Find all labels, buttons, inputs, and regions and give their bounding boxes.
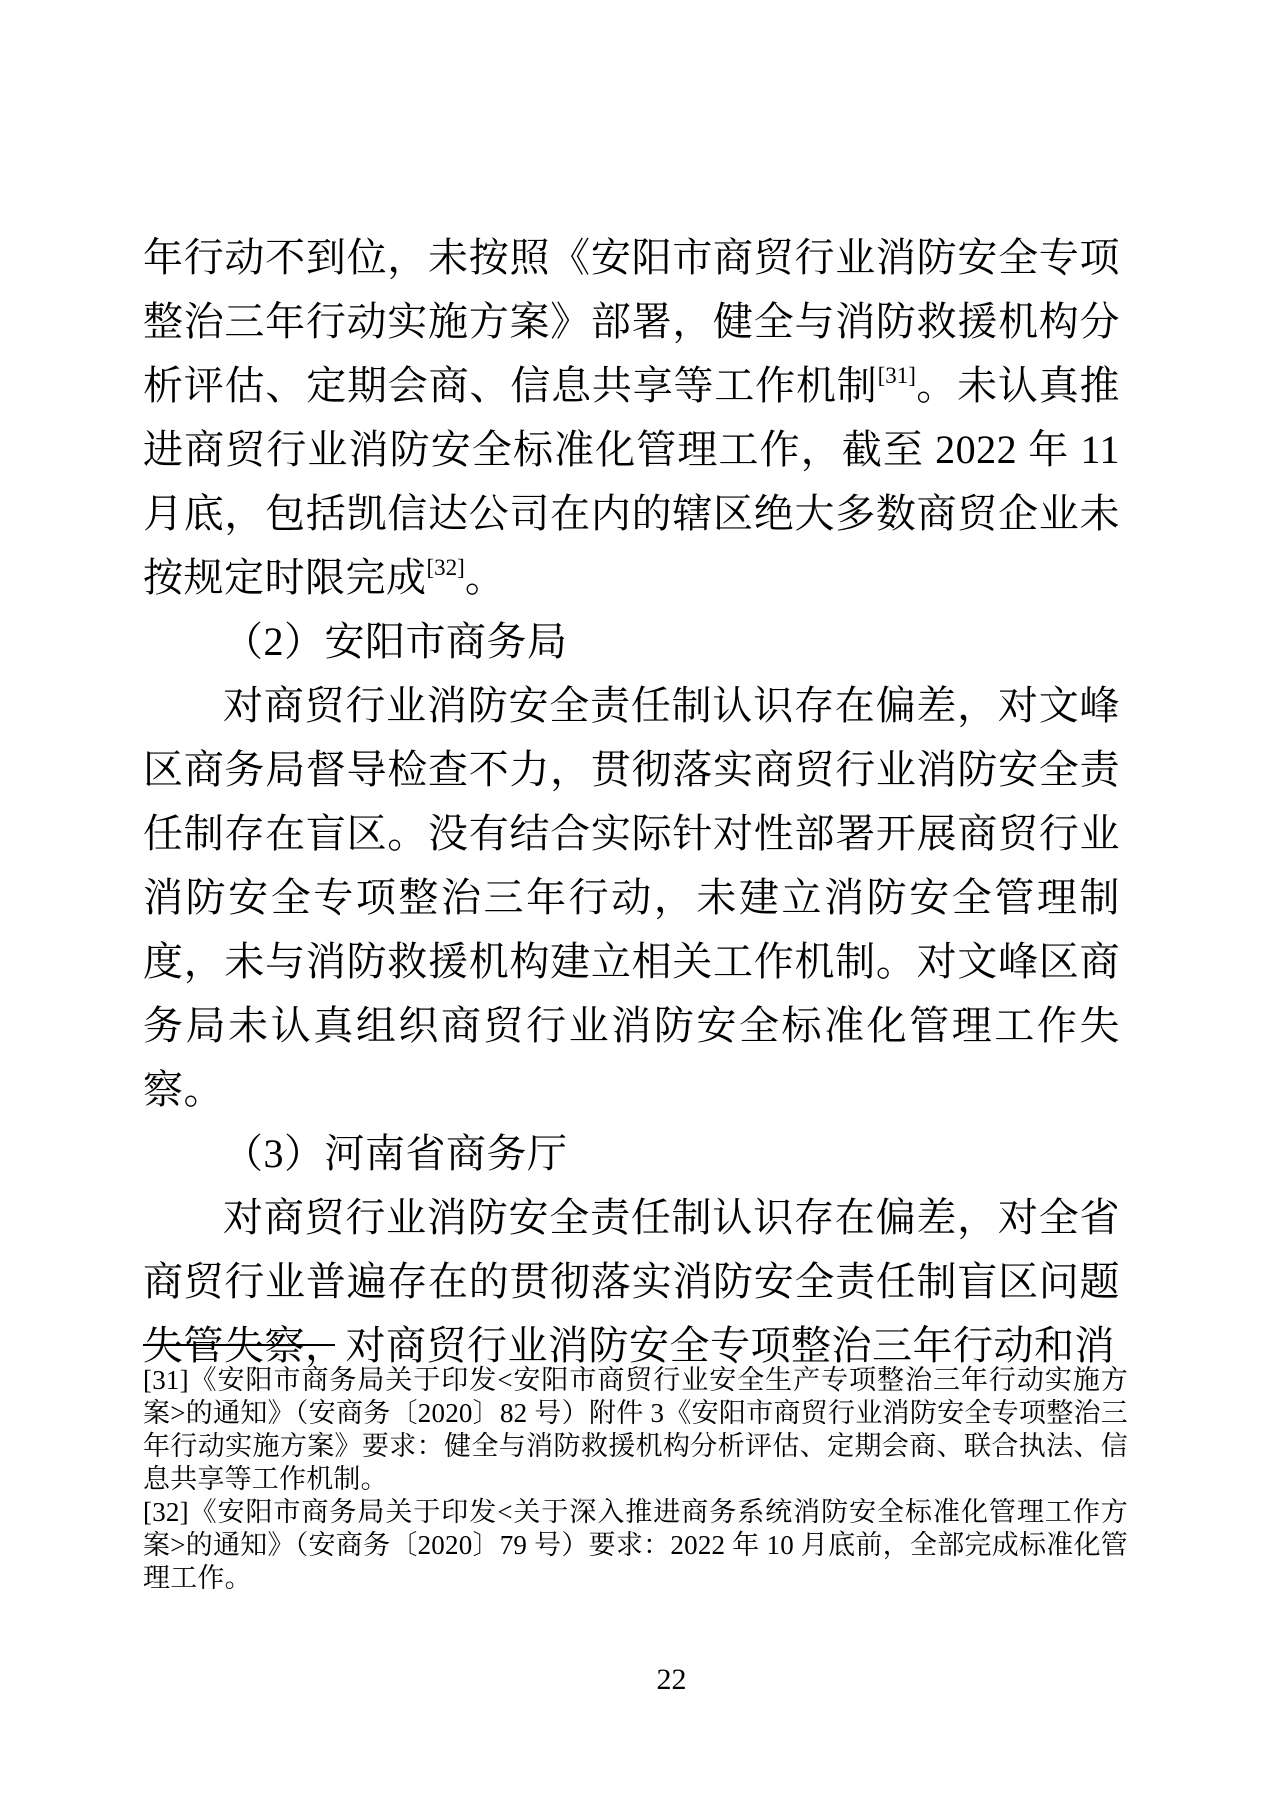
footnote-31-label: [31]	[143, 1365, 189, 1395]
footnote-31	[143, 1364, 1128, 1496]
footnote-31-text: 《安阳市商务局关于印发<安阳市商贸行业安全生产专项整治三年行动实施方案>的通知》（安商务〔2020〕82 号）附件 3《安阳市商贸行业消防安全专项整治三年行动实施方案》要求：健全与消防救援机构分析评估、定期会商、联合执法、信息共享等工作机制。	[143, 1365, 1128, 1494]
footnote-32-label: [32]	[143, 1497, 189, 1527]
footnote-ref-32: [32]	[426, 555, 465, 580]
body-text	[143, 226, 1120, 1378]
footnote-separator	[143, 1344, 335, 1346]
paragraph-text: 。未认真推进商贸行业消防安全标准化管理工作，截至 2022 年 11 月底，包括凯信达公司在内的辖区绝大多数商贸企业未按规定时限完成	[143, 363, 1121, 600]
paragraph-text: 年行动不到位，未按照《安阳市商贸行业消防安全专项整治三年行动实施方案》部署，健全与消防救援机构分析评估、定期会商、信息共享等工作机制	[143, 235, 1120, 408]
section-heading-3: （3）河南省商务厅	[223, 1131, 568, 1176]
paragraph-continuation	[143, 226, 1120, 610]
section-heading-2: （2）安阳市商务局	[223, 619, 568, 664]
paragraph-henan-commerce-dept: 对商贸行业消防安全责任制认识存在偏差，对全省商贸行业普遍存在的贯彻落实消防安全责任制盲区问题失管失察，对商贸行业消防安全专项整治三年行动和消	[143, 1195, 1120, 1368]
paragraph-text: 。	[464, 555, 506, 600]
paragraph-anyang-commerce-bureau: 对商贸行业消防安全责任制认识存在偏差，对文峰区商务局督导检查不力，贯彻落实商贸行业消防安全责任制存在盲区。没有结合实际针对性部署开展商贸行业消防安全专项整治三年行动，未建立消防安全管理制度，未与消防救援机构建立相关工作机制。对文峰区商务局未认真组织商贸行业消防安全标准化管理工作失察。	[143, 683, 1120, 1112]
footnote-32	[143, 1496, 1128, 1595]
footnote-ref-31: [31]	[877, 363, 916, 388]
footnote-32-text: 《安阳市商务局关于印发<关于深入推进商务系统消防安全标准化管理工作方案>的通知》（安商务〔2020〕79 号）要求：2022 年 10 月底前，全部完成标准化管理工作。	[143, 1497, 1128, 1593]
page-number: 22	[656, 1663, 687, 1696]
footnotes-section	[143, 1344, 1128, 1595]
